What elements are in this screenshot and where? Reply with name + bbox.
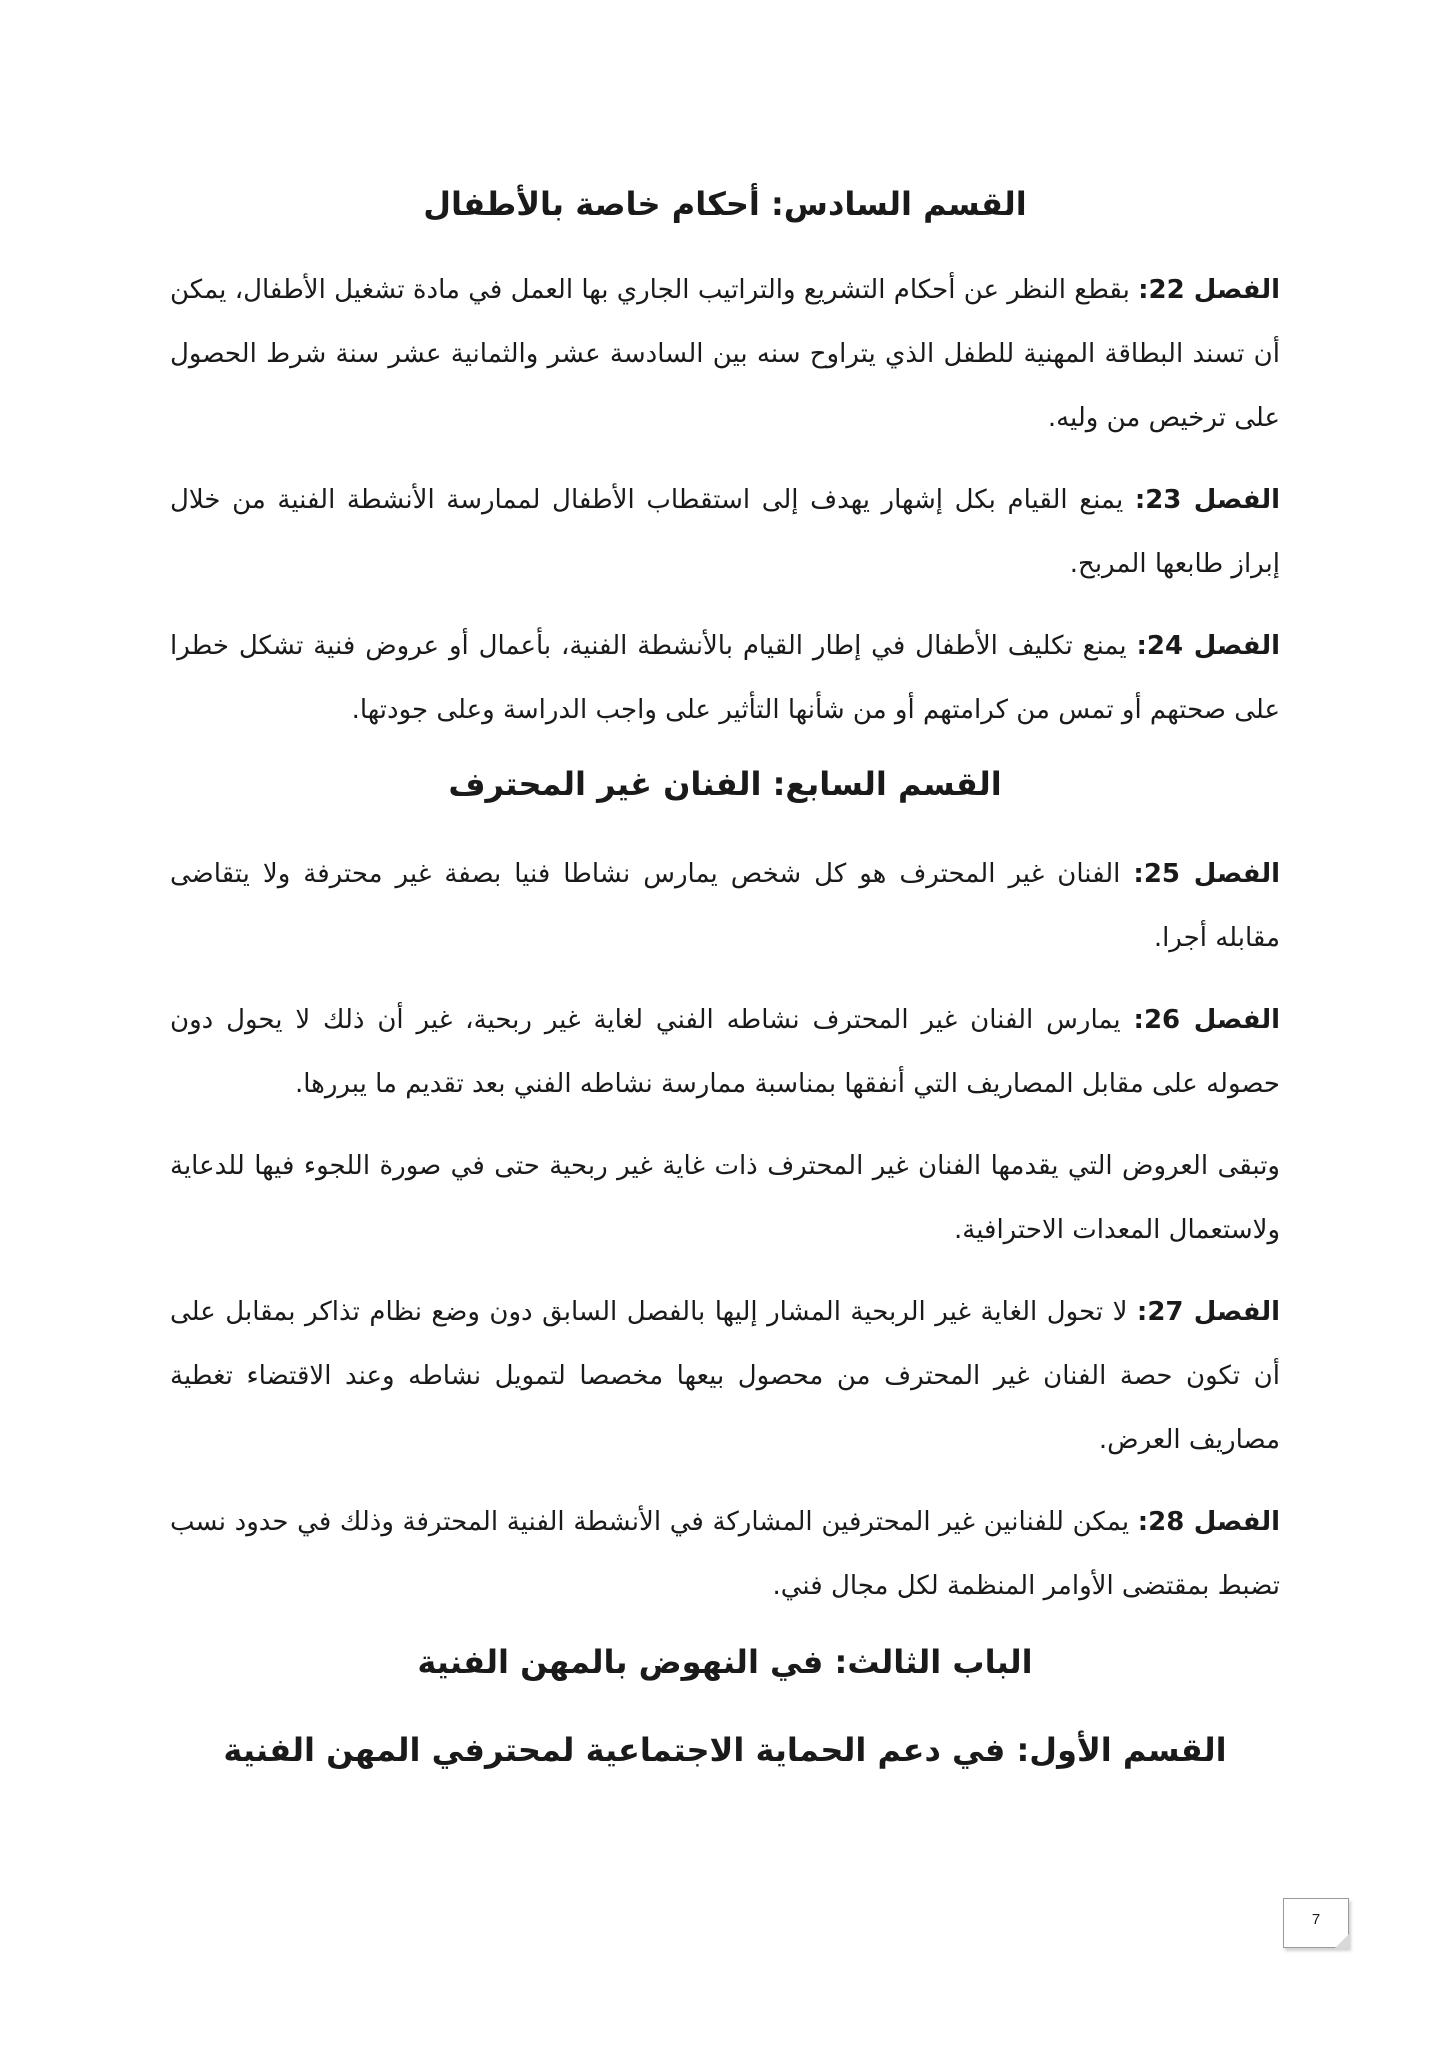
article-22-text: بقطع النظر عن أحكام التشريع والتراتيب الجاري بها العمل في مادة تشغيل الأطفال، يمكن أن تسند البطاقة المهنية للطفل الذي يتراوح سنه بين السادسة عشر والثمانية عشر سنة شرط الحصول على ترخيص من وليه.: [170, 275, 1280, 433]
page-number: 7: [1311, 1911, 1321, 1928]
section-1-heading: القسم الأول: في دعم الحماية الاجتماعية لمحترفي المهن الفنية: [223, 1731, 1227, 1769]
article-24-label: الفصل 24:: [1136, 631, 1280, 661]
section-6-heading: القسم السادس: أحكام خاصة بالأطفال: [423, 185, 1027, 223]
page-curl-icon: [1335, 1934, 1349, 1948]
article-23-label: الفصل 23:: [1134, 485, 1281, 515]
article-24: [170, 614, 1280, 742]
article-26: [170, 988, 1280, 1116]
article-26-label: الفصل 26:: [1133, 1005, 1281, 1035]
article-22: [170, 258, 1280, 450]
article-28-label: الفصل 28:: [1137, 1507, 1280, 1537]
article-25-text: الفنان غير المحترف هو كل شخص يمارس نشاطا فنيا بصفة غير محترفة ولا يتقاضى مقابله أجرا.: [170, 859, 1280, 953]
article-27: [170, 1280, 1280, 1472]
article-28-text: يمكن للفنانين غير المحترفين المشاركة في الأنشطة الفنية المحترفة وذلك في حدود نسب تضبط بمقتضى الأوامر المنظمة لكل مجال فني.: [170, 1507, 1280, 1601]
article-26-continuation: وتبقى العروض التي يقدمها الفنان غير المحترف ذات غاية غير ربحية حتى في صورة اللجوء فيها للدعاية ولاستعمال المعدات الاحترافية.: [170, 1151, 1280, 1245]
article-24-text: يمنع تكليف الأطفال في إطار القيام بالأنشطة الفنية، بأعمال أو عروض فنية تشكل خطرا على صحتهم أو تمس من كرامتهم أو من شأنها التأثير على واجب الدراسة وعلى جودتها.: [170, 631, 1280, 725]
article-26-text: يمارس الفنان غير المحترف نشاطه الفني لغاية غير ربحية، غير أن ذلك لا يحول دون حصوله على مقابل المصاريف التي أنفقها بمناسبة ممارسة نشاطه الفني بعد تقديم ما يبررها.: [170, 1005, 1280, 1099]
article-22-label: الفصل 22:: [1138, 275, 1280, 305]
section-7-heading: القسم السابع: الفنان غير المحترف: [448, 765, 1002, 803]
article-27-text: لا تحول الغاية غير الربحية المشار إليها بالفصل السابق دون وضع نظام تذاكر بمقابل على أن تكون حصة الفنان غير المحترف من محصول بيعها مخصصا لتمويل نشاطه وعند الاقتضاء تغطية مصاريف العرض.: [170, 1297, 1280, 1455]
article-25: [170, 842, 1280, 970]
article-23-text: يمنع القيام بكل إشهار يهدف إلى استقطاب الأطفال لممارسة الأنشطة الفنية من خلال إبراز طابعها المربح.: [170, 485, 1280, 579]
article-25-label: الفصل 25:: [1133, 859, 1281, 889]
page-number-box: [1283, 1898, 1349, 1948]
article-23: [170, 468, 1280, 596]
chapter-3-heading: الباب الثالث: في النهوض بالمهن الفنية: [417, 1643, 1033, 1681]
article-27-label: الفصل 27:: [1136, 1297, 1280, 1327]
article-28: [170, 1490, 1280, 1618]
document-page: [170, 180, 1280, 1774]
